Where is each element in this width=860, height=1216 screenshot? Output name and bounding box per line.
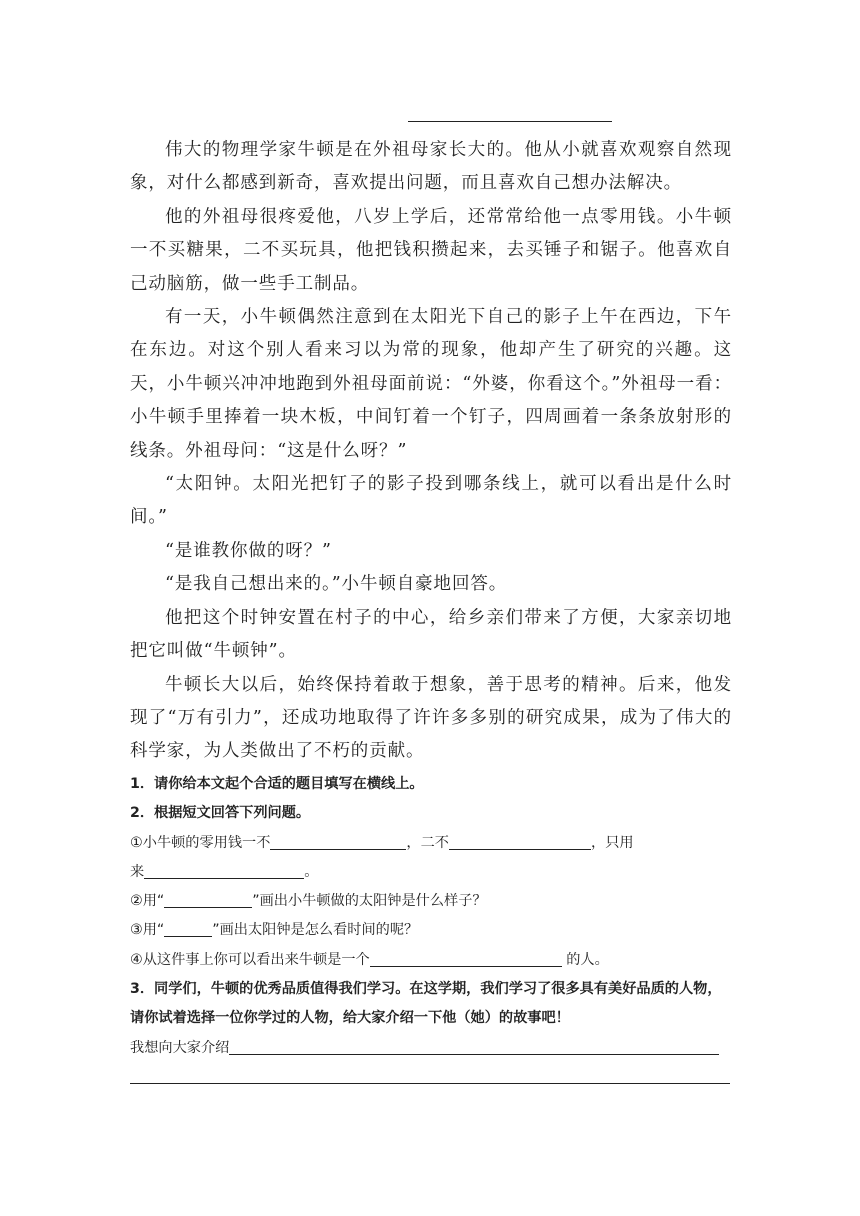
question-text: 来 (130, 863, 145, 880)
passage-paragraph: 有一天，小牛顿偶然注意到在太阳光下自己的影子上午在西边，下午在东边。对这个别人看来习以为常的现象，他却产生了研究的兴趣。这天，小牛顿兴冲冲地跑到外祖母面前说：“外婆，你看这个。”外祖母一看：小牛顿手里捧着一块木板，中间钉着一个钉子，四周画着一条条放射形的线条。外祖母问：“这是什么呀？” (130, 307, 732, 461)
passage-paragraph: “太阳钟。太阳光把钉子的影子投到哪条线上，就可以看出是什么时间。” (130, 474, 732, 528)
question-text: ”画出太阳钟是怎么看时间的呢？ (212, 922, 419, 939)
answer-blank[interactable] (229, 1038, 719, 1055)
question-text: ”画出小牛顿做的太阳钟是什么样子？ (252, 893, 487, 910)
wavy-line-mark (164, 921, 212, 938)
question-2-4 (130, 946, 732, 975)
question-text: ，只用 (591, 834, 634, 851)
passage-paragraph: “是我自己想出来的。”小牛顿自豪地回答。 (165, 574, 508, 595)
answer-blank[interactable] (370, 950, 562, 967)
passage-paragraph: 他把这个时钟安置在村子的中心，给乡亲们带来了方便，大家亲切地把它叫做“牛顿钟”。 (130, 607, 732, 662)
question-2-1 (130, 829, 732, 858)
question-2: 2．根据短文回答下列问题。 (130, 805, 311, 822)
question-3: 3．同学们，牛顿的优秀品质值得我们学习。在这学期，我们学习了很多具有美好品质的人物，请你试着选择一位你学过的人物，给大家介绍一下他（她）的故事吧！ (130, 981, 722, 1027)
passage-paragraph: 他的外祖母很疼爱他，八岁上学后，还常常给他一点零用钱。小牛顿一不买糖果，二不买玩具，他把钱积攒起来，去买锤子和锯子。他喜欢自己动脑筋，做一些手工制品。 (130, 206, 732, 294)
passage-paragraph: “是谁教你做的呀？” (165, 540, 332, 561)
answer-blank[interactable] (144, 862, 304, 879)
answer-blank[interactable] (270, 833, 406, 850)
question-section (130, 770, 732, 1063)
question-text: 我想向大家介绍 (130, 1039, 230, 1056)
question-text: 的人。 (561, 951, 609, 968)
answer-blank[interactable] (449, 833, 591, 850)
question-1: 1．请你给本文起个合适的题目填写在横线上。 (130, 776, 424, 792)
reading-passage (130, 134, 732, 769)
answer-line[interactable] (130, 1083, 730, 1084)
question-text: 。 (304, 863, 319, 880)
question-text: ③用“ (130, 922, 165, 939)
passage-paragraph: 牛顿长大以后，始终保持着敢于想象，善于思考的精神。后来，他发现了“万有引力”，还成功地取得了许许多多别的研究成果，成为了伟大的科学家，为人类做出了不朽的贡献。 (130, 674, 732, 762)
question-3-intro (130, 1034, 732, 1063)
question-text: ④从这件事上你可以看出来牛顿是一个 (130, 951, 370, 968)
title-blank-line[interactable] (408, 121, 612, 122)
question-2-2 (130, 887, 732, 916)
question-2-1-cont (130, 858, 732, 887)
question-text: ，二不 (406, 834, 449, 851)
passage-paragraph: 伟大的物理学家牛顿是在外祖母家长大的。他从小就喜欢观察自然现象，对什么都感到新奇，喜欢提出问题，而且喜欢自己想办法解决。 (130, 140, 732, 194)
question-text: ②用“ (130, 893, 165, 910)
straight-line-mark (164, 892, 252, 909)
question-text: ①小牛顿的零用钱一不 (130, 834, 271, 851)
question-2-3 (130, 916, 732, 945)
